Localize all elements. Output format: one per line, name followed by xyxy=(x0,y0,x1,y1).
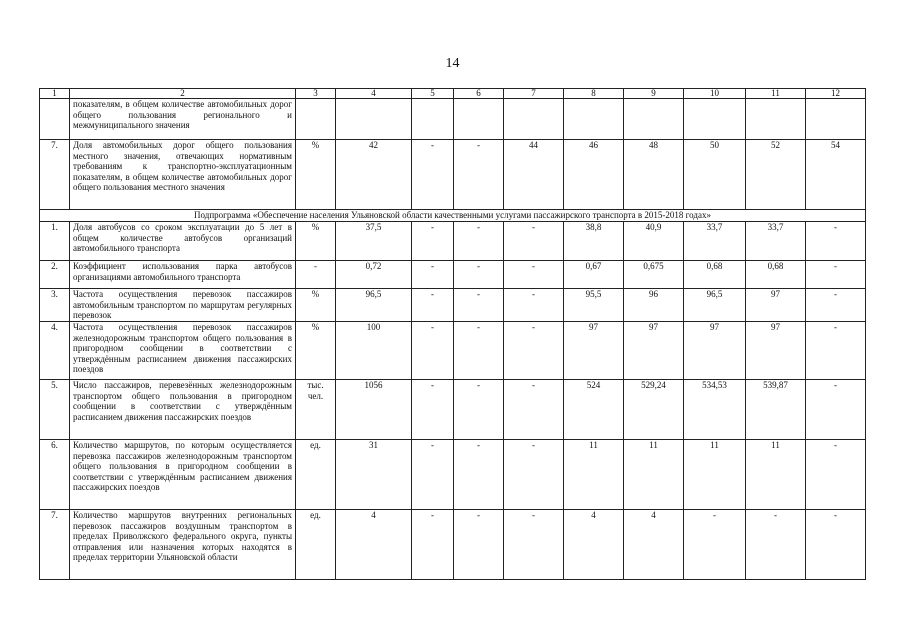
table-row xyxy=(40,222,866,261)
row-value: 0,68 xyxy=(684,261,746,289)
table-row xyxy=(40,380,866,440)
row-value: - xyxy=(504,222,564,261)
row-number: 2. xyxy=(40,261,70,289)
row-value: 11 xyxy=(624,440,684,510)
row-value: 100 xyxy=(336,322,412,380)
row-value: - xyxy=(412,261,454,289)
row-value: - xyxy=(806,222,866,261)
row-value: - xyxy=(454,261,504,289)
row-number: 7. xyxy=(40,140,70,210)
row-value: 524 xyxy=(564,380,624,440)
col-header: 5 xyxy=(412,89,454,99)
row-value: 11 xyxy=(564,440,624,510)
header-row xyxy=(40,89,866,99)
row-number: 6. xyxy=(40,440,70,510)
row-value: - xyxy=(412,322,454,380)
table-row xyxy=(40,510,866,580)
row-value: - xyxy=(806,322,866,380)
col-header: 10 xyxy=(684,89,746,99)
row-value: 97 xyxy=(746,289,806,322)
row-value: 0,68 xyxy=(746,261,806,289)
row-value: - xyxy=(454,380,504,440)
row-value: - xyxy=(504,261,564,289)
row-indicator: Частота осуществления перевозок пассажиров железнодорожным транспортом общего пользования в пригородном сообщении в соответствии с утверждённым расписанием движения пассажирских поездов xyxy=(70,322,296,380)
row-value: 46 xyxy=(564,140,624,210)
row-value: 1056 xyxy=(336,380,412,440)
row-value: 42 xyxy=(336,140,412,210)
row-number: 3. xyxy=(40,289,70,322)
col-header: 3 xyxy=(296,89,336,99)
row-value: 96,5 xyxy=(684,289,746,322)
row-value: 97 xyxy=(564,322,624,380)
row-value: 33,7 xyxy=(684,222,746,261)
row-value: 0,67 xyxy=(564,261,624,289)
row-value: 48 xyxy=(624,140,684,210)
col-header: 6 xyxy=(454,89,504,99)
row-value: 44 xyxy=(504,140,564,210)
row-value: 33,7 xyxy=(746,222,806,261)
row-value: 40,9 xyxy=(624,222,684,261)
col-header: 7 xyxy=(504,89,564,99)
subprogram-title: Подпрограмма «Обеспечение населения Ульяновской области качественными услугами пассажирского транспорта в 2015-2018 годах» xyxy=(40,210,866,222)
row-value: - xyxy=(454,440,504,510)
row-value: 539,87 xyxy=(746,380,806,440)
row-number: 1. xyxy=(40,222,70,261)
row-number xyxy=(40,99,70,140)
row-value: 534,53 xyxy=(684,380,746,440)
row-unit xyxy=(296,99,336,140)
row-value: - xyxy=(454,222,504,261)
row-value: - xyxy=(504,440,564,510)
row-unit: - xyxy=(296,261,336,289)
row-value: 11 xyxy=(746,440,806,510)
row-value: - xyxy=(746,510,806,580)
row-unit: % xyxy=(296,140,336,210)
row-value: - xyxy=(806,289,866,322)
row-value: - xyxy=(806,510,866,580)
row-value: - xyxy=(684,510,746,580)
indicators-table xyxy=(39,88,866,580)
col-header: 4 xyxy=(336,89,412,99)
row-value: - xyxy=(504,289,564,322)
row-value: 529,24 xyxy=(624,380,684,440)
table-row xyxy=(40,322,866,380)
row-unit: % xyxy=(296,222,336,261)
row-value: 4 xyxy=(336,510,412,580)
page-number: 14 xyxy=(445,56,460,71)
row-value: 97 xyxy=(684,322,746,380)
row-indicator: Доля автомобильных дорог общего пользования местного значения, отвечающих нормативным требованиям к транспортно-эксплуатационным показателям, в общем количестве автомобильных дорог общего пользования местного значения xyxy=(70,140,296,210)
col-header: 9 xyxy=(624,89,684,99)
row-value: - xyxy=(412,440,454,510)
row-value: - xyxy=(806,380,866,440)
row-value: 52 xyxy=(746,140,806,210)
row-value: 4 xyxy=(564,510,624,580)
row-unit: ед. xyxy=(296,510,336,580)
row-value: 97 xyxy=(624,322,684,380)
row-value: 0,675 xyxy=(624,261,684,289)
col-header: 11 xyxy=(746,89,806,99)
row-indicator: Количество маршрутов, по которым осуществляется перевозка пассажиров железнодорожным транспортом общего пользования в пригородном сообщении в соответствии с утверждённым расписанием движения пассажирских поездов xyxy=(70,440,296,510)
row-value: - xyxy=(454,322,504,380)
table-row xyxy=(40,140,866,210)
row-value: - xyxy=(454,140,504,210)
col-header: 12 xyxy=(806,89,866,99)
col-header: 1 xyxy=(40,89,70,99)
col-header: 8 xyxy=(564,89,624,99)
table-row xyxy=(40,289,866,322)
table-row xyxy=(40,261,866,289)
row-value: - xyxy=(412,289,454,322)
row-value: 96,5 xyxy=(336,289,412,322)
row-unit: тыс. чел. xyxy=(296,380,336,440)
row-indicator: Число пассажиров, перевезённых железнодорожным транспортом общего пользования в пригородном сообщении в соответствии с утверждённым расписанием движения пассажирских поездов xyxy=(70,380,296,440)
row-unit: ед. xyxy=(296,440,336,510)
row-value: 96 xyxy=(624,289,684,322)
row-indicator: показателям, в общем количестве автомобильных дорог общего пользования регионального и межмуниципального значения xyxy=(70,99,296,140)
row-value: - xyxy=(504,510,564,580)
row-value: 4 xyxy=(624,510,684,580)
row-value: 95,5 xyxy=(564,289,624,322)
row-indicator: Доля автобусов со сроком эксплуатации до 5 лет в общем количестве автобусов организаций автомобильного транспорта xyxy=(70,222,296,261)
row-value: - xyxy=(806,440,866,510)
row-indicator: Коэффициент использования парка автобусов организациями автомобильного транспорта xyxy=(70,261,296,289)
row-value: - xyxy=(454,510,504,580)
row-value: - xyxy=(806,261,866,289)
row-value: - xyxy=(412,380,454,440)
table-row xyxy=(40,99,866,140)
row-value: 11 xyxy=(684,440,746,510)
row-value: - xyxy=(412,222,454,261)
row-indicator: Частота осуществления перевозок пассажиров автомобильным транспортом по маршрутам регулярных перевозок xyxy=(70,289,296,322)
row-number: 5. xyxy=(40,380,70,440)
row-value: 50 xyxy=(684,140,746,210)
row-indicator: Количество маршрутов внутренних региональных перевозок пассажиров воздушным транспортом в пределах Приволжского федерального округа, пункты отправления или назначения которых находятся в пределах территории Ульяновской области xyxy=(70,510,296,580)
row-value: - xyxy=(412,510,454,580)
row-value: 0,72 xyxy=(336,261,412,289)
row-value: 31 xyxy=(336,440,412,510)
row-value: 37,5 xyxy=(336,222,412,261)
row-unit: % xyxy=(296,322,336,380)
row-value: 54 xyxy=(806,140,866,210)
row-value: - xyxy=(412,140,454,210)
subprogram-row xyxy=(40,210,866,222)
row-value: 38,8 xyxy=(564,222,624,261)
row-value: 97 xyxy=(746,322,806,380)
row-number: 7. xyxy=(40,510,70,580)
row-number: 4. xyxy=(40,322,70,380)
row-unit: % xyxy=(296,289,336,322)
row-value: - xyxy=(504,380,564,440)
col-header: 2 xyxy=(70,89,296,99)
row-value: - xyxy=(504,322,564,380)
row-value: - xyxy=(454,289,504,322)
table-row xyxy=(40,440,866,510)
